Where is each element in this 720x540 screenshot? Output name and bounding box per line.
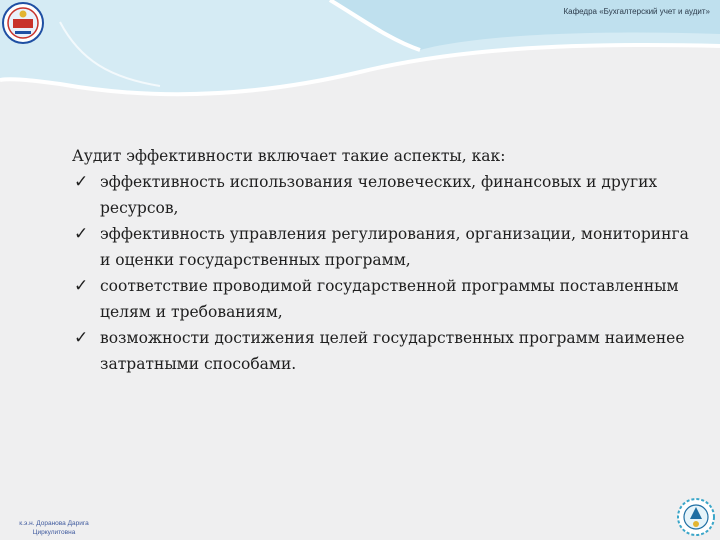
list-item	[72, 169, 692, 221]
author-line-2: Циркулитовна	[32, 529, 76, 536]
header-wave-background	[0, 0, 720, 110]
slide-content	[72, 143, 692, 377]
check-icon: ✓	[74, 224, 89, 244]
check-icon: ✓	[74, 328, 89, 348]
department-title: Кафедра «Бухгалтерский учет и аудит»	[563, 7, 710, 16]
check-icon: ✓	[74, 276, 89, 296]
institution-logo-icon	[676, 497, 716, 537]
list-item	[72, 273, 692, 325]
list-item	[72, 221, 692, 273]
check-icon: ✓	[74, 172, 89, 192]
author-line-1: к.э.н. Доранова Дарига	[19, 520, 89, 527]
university-logo-icon	[2, 2, 44, 44]
aspects-list	[72, 169, 692, 377]
list-item-text: эффективность управления регулирования, организации, мониторинга и оценки государственных программ,	[100, 225, 689, 269]
list-item	[72, 325, 692, 377]
list-item-text: возможности достижения целей государственных программ наименее затратными способами.	[100, 329, 685, 373]
list-item-text: соответствие проводимой государственной программы поставленным целям и требованиям,	[100, 277, 679, 321]
author-credit	[8, 519, 100, 537]
list-item-text: эффективность использования человеческих, финансовых и других ресурсов,	[100, 173, 658, 217]
slide-intro: Аудит эффективности включает такие аспекты, как:	[72, 147, 506, 165]
